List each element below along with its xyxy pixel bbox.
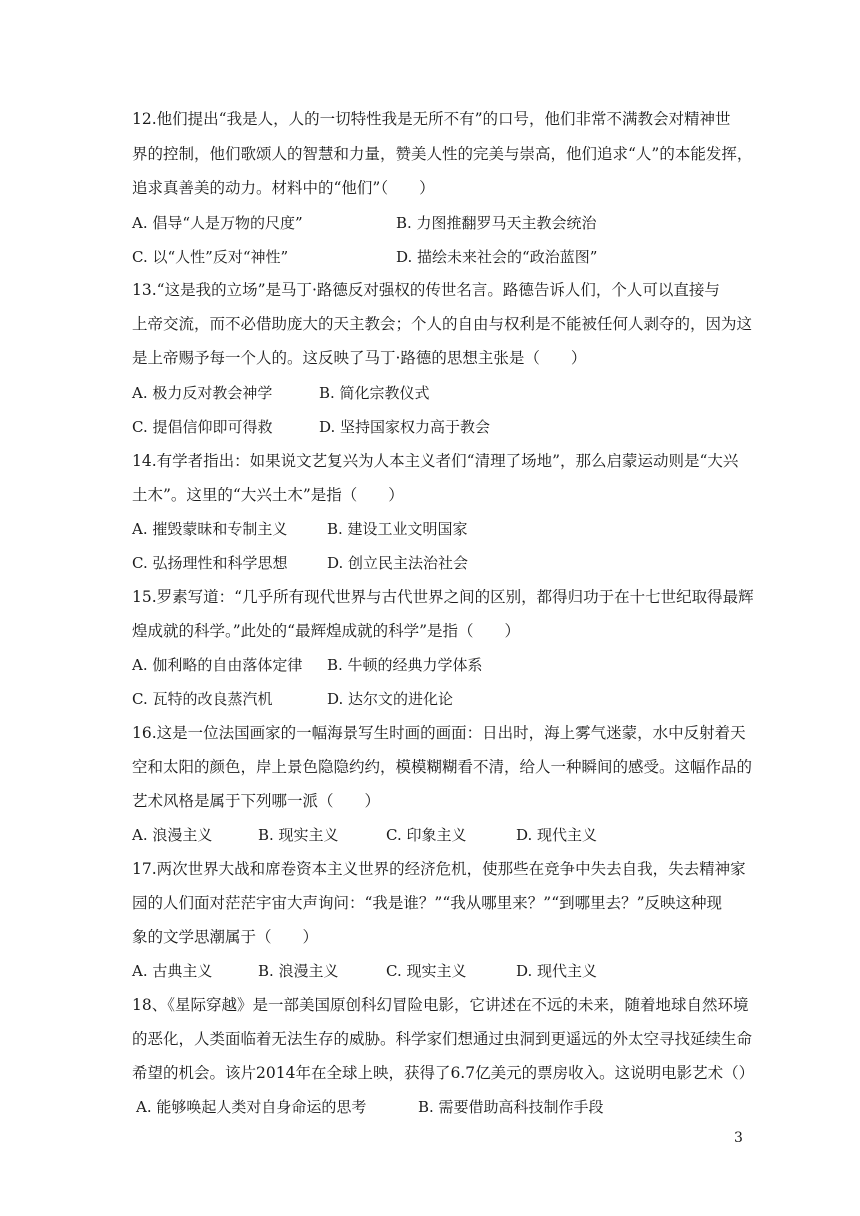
question-18-line-2: 的恶化，人类面临着无法生存的威胁。科学家们想通过虫洞到更遥远的外太空寻找延续生命 xyxy=(132,1030,753,1048)
question-13-line-2: 上帝交流，而不必借助庞大的天主教会；个人的自由与权利是不能被任何人剥夺的，因为这 xyxy=(132,315,753,333)
question-15-option-d: D. 达尔文的进化论 xyxy=(327,690,454,708)
question-16-line-2: 空和太阳的颜色，岸上景色隐隐约约，模模糊糊看不清，给人一种瞬间的感受。这幅作品的 xyxy=(132,758,753,776)
question-15-option-c: C. 瓦特的改良蒸汽机 xyxy=(132,690,273,708)
question-17-option-b: B. 浪漫主义 xyxy=(258,962,339,980)
question-18-line-3: 希望的机会。该片2014年在全球上映，获得了6.7亿美元的票房收入。这说明电影艺术（） xyxy=(132,1064,755,1082)
question-12-line-1: 12.他们提出“我是人，人的一切特性我是无所不有”的口号，他们非常不满教会对精神世 xyxy=(132,110,731,128)
question-13-line-3: 是上帝赐予每一个人的。这反映了马丁·路德的思想主张是（ ） xyxy=(132,349,587,367)
question-16-line-3: 艺术风格是属于下列哪一派（ ） xyxy=(132,792,381,810)
question-16-option-b: B. 现实主义 xyxy=(258,826,339,844)
question-17-line-1: 17.两次世界大战和席卷资本主义世界的经济危机，使那些在竞争中失去自我，失去精神家 xyxy=(132,860,746,878)
question-15-option-b: B. 牛顿的经典力学体系 xyxy=(327,656,483,674)
question-17-line-2: 园的人们面对茫茫宇宙大声询问：“我是谁？”“我从哪里来？”“到哪里去？”反映这种现 xyxy=(132,894,723,912)
question-13-line-1: 13.“这是我的立场”是马丁·路德反对强权的传世名言。路德告诉人们，个人可以直接与 xyxy=(132,281,720,299)
question-15-line-1: 15.罗素写道：“几乎所有现代世界与古代世界之间的区别，都得归功于在十七世纪取得最辉 xyxy=(132,588,754,606)
question-12-option-c: C. 以“人性”反对“神性” xyxy=(132,248,289,266)
question-14-option-a: A. 摧毁蒙昧和专制主义 xyxy=(132,520,288,538)
page-number: 3 xyxy=(734,1130,743,1146)
question-13-option-c: C. 提倡信仰即可得救 xyxy=(132,418,273,436)
question-18-option-b: B. 需要借助高科技制作手段 xyxy=(418,1098,604,1116)
question-17-option-a: A. 古典主义 xyxy=(132,962,213,980)
question-15-line-2: 煌成就的科学。”此处的“最辉煌成就的科学”是指（ ） xyxy=(132,622,521,640)
question-13-option-d: D. 坚持国家权力高于教会 xyxy=(319,418,491,436)
question-14-option-d: D. 创立民主法治社会 xyxy=(327,554,469,572)
question-12-line-2: 界的控制，他们歌颂人的智慧和力量，赞美人性的完美与崇高，他们追求“人”的本能发挥， xyxy=(132,145,753,163)
question-14-line-2: 土木”。这里的“大兴土木”是指（ ） xyxy=(132,486,404,504)
question-12-option-d: D. 描绘未来社会的“政治蓝图” xyxy=(396,248,598,266)
question-14-line-1: 14.有学者指出：如果说文艺复兴为人本主义者们“清理了场地”，那么启蒙运动则是“大兴 xyxy=(132,452,739,470)
question-16-option-d: D. 现代主义 xyxy=(516,826,598,844)
question-15-option-a: A. 伽利略的自由落体定律 xyxy=(132,656,303,674)
question-16-option-c: C. 印象主义 xyxy=(386,826,467,844)
question-14-option-c: C. 弘扬理性和科学思想 xyxy=(132,554,288,572)
question-17-line-3: 象的文学思潮属于（ ） xyxy=(132,928,319,946)
question-12-option-b: B. 力图推翻罗马天主教会统治 xyxy=(396,214,597,232)
question-14-option-b: B. 建设工业文明国家 xyxy=(327,520,468,538)
question-17-option-c: C. 现实主义 xyxy=(386,962,467,980)
question-18-line-1: 18、《星际穿越》是一部美国原创科幻冒险电影，它讲述在不远的未来，随着地球自然环境 xyxy=(132,996,749,1014)
question-17-option-d: D. 现代主义 xyxy=(516,962,598,980)
question-12-option-a: A. 倡导“人是万物的尺度” xyxy=(132,214,303,232)
question-13-option-b: B. 简化宗教仪式 xyxy=(319,384,430,402)
question-12-line-3: 追求真善美的动力。材料中的“他们”（ ） xyxy=(132,179,435,197)
question-13-option-a: A. 极力反对教会神学 xyxy=(132,384,273,402)
question-18-option-a: A. 能够唤起人类对自身命运的思考 xyxy=(136,1098,367,1116)
question-16-line-1: 16.这是一位法国画家的一幅海景写生时画的画面：日出时，海上雾气迷蒙，水中反射着天 xyxy=(132,724,746,742)
question-16-option-a: A. 浪漫主义 xyxy=(132,826,213,844)
